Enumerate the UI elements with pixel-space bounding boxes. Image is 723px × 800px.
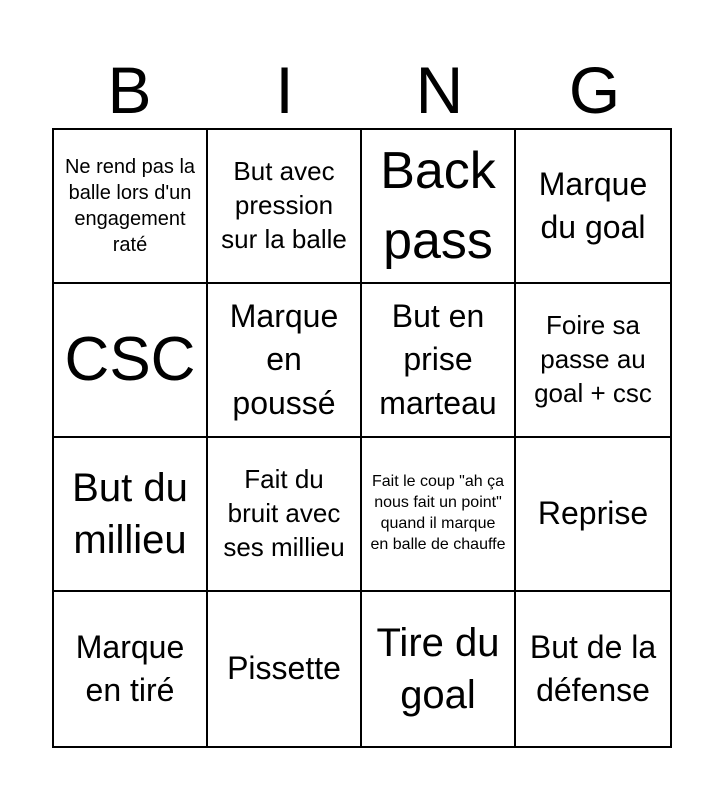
bingo-cell[interactable]: Fait le coup "ah ça nous fait un point" quand il marque en balle de chauffe	[362, 438, 516, 592]
header-letter-g: G	[568, 53, 621, 127]
bingo-cell[interactable]: Marque en tiré	[54, 592, 208, 746]
header-letter-n: N	[415, 53, 464, 127]
bingo-cell[interactable]: Foire sa passe au goal + csc	[516, 284, 670, 438]
bingo-cell[interactable]: Marque du goal	[516, 130, 670, 284]
bingo-cell[interactable]: Reprise	[516, 438, 670, 592]
bingo-cell[interactable]: Tire du goal	[362, 592, 516, 746]
bingo-cell[interactable]: But en prise marteau	[362, 284, 516, 438]
bingo-cell[interactable]: But du millieu	[54, 438, 208, 592]
header-letter-b: B	[107, 53, 152, 127]
bingo-cell[interactable]: Back pass	[362, 130, 516, 284]
bingo-board	[52, 128, 672, 748]
bingo-cell[interactable]: Fait du bruit avec ses millieu	[208, 438, 362, 592]
bingo-header	[52, 52, 672, 128]
bingo-cell[interactable]: Marque en poussé	[208, 284, 362, 438]
bingo-cell[interactable]: CSC	[54, 284, 208, 438]
bingo-cell[interactable]: But avec pression sur la balle	[208, 130, 362, 284]
bingo-cell[interactable]: But de la défense	[529, 628, 657, 708]
bingo-cell[interactable]: Ne rend pas la balle lors d'un engagement raté	[54, 130, 208, 284]
bingo-cell[interactable]: Pissette	[208, 592, 362, 746]
header-letter-i: I	[275, 53, 294, 127]
